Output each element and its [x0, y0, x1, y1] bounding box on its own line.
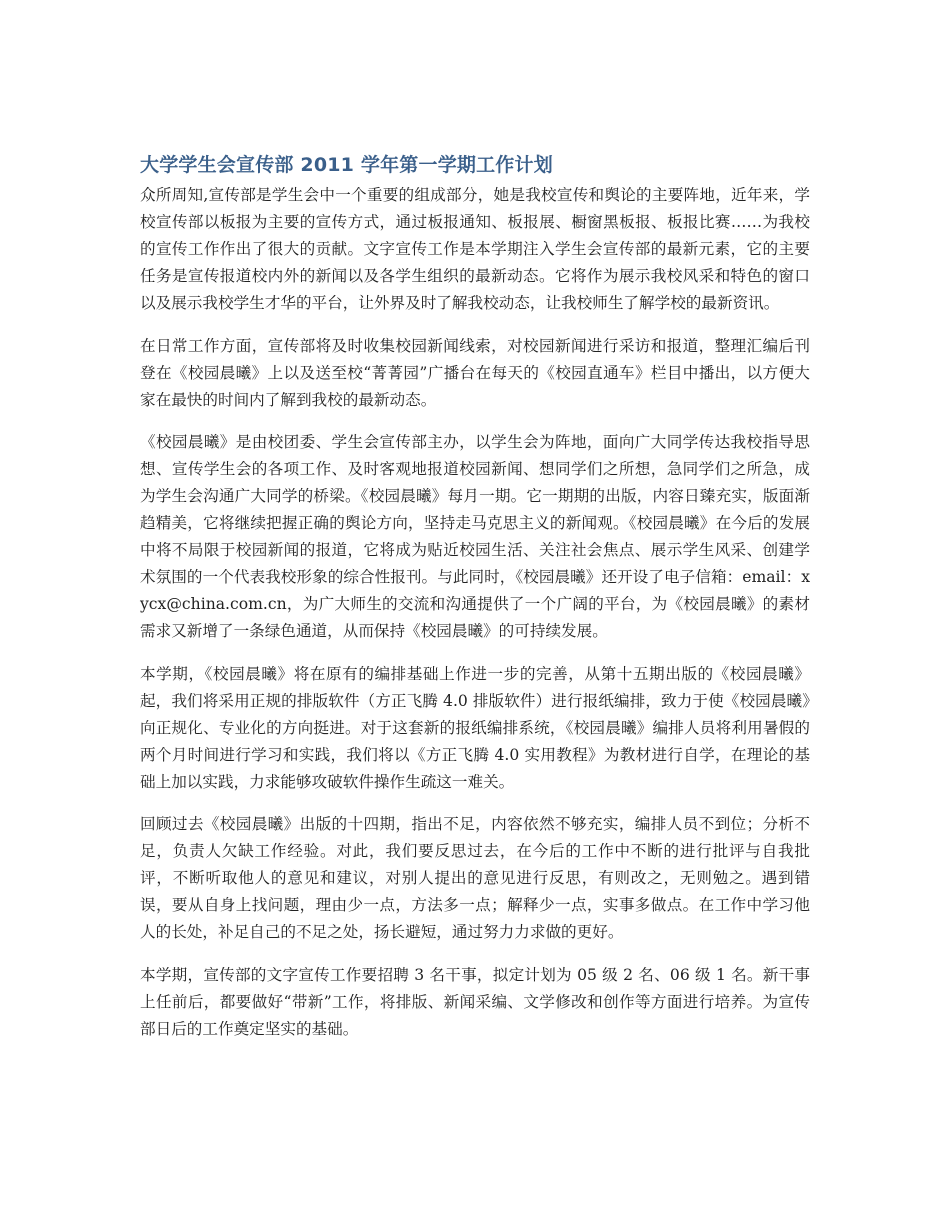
document-page	[140, 150, 810, 1058]
document-title: 大学学生会宣传部 2011 学年第一学期工作计划	[140, 154, 553, 176]
paragraph-layout-plan: 本学期，《校园晨曦》将在原有的编排基础上作进一步的完善，从第十五期出版的《校园晨曦》起，我们将采用正规的排版软件（方正飞腾 4.0 排版软件）进行报纸编排，致力于使《校园晨曦》向正规化、专业化的方向挺进。对于这套新的报纸编排系统，《校园晨曦》编排人员将利用暑假的两个月时间进行学习和实践，我们将以《方正飞腾 4.0 实用教程》为教材进行自学，在理论的基础上加以实践，力求能够攻破软件操作生疏这一难关。	[140, 664, 810, 791]
paragraph-newspaper-intro: 《校园晨曦》是由校团委、学生会宣传部主办，以学生会为阵地，面向广大同学传达我校指导思想、宣传学生会的各项工作、及时客观地报道校园新闻、想同学们之所想，急同学们之所急，成为学生会沟通广大同学的桥梁。《校园晨曦》每月一期。它一期期的出版，内容日臻充实，版面渐趋精美，它将继续把握正确的舆论方向，坚持走马克思主义的新闻观。《校园晨曦》在今后的发展中将不局限于校园新闻的报道，它将成为贴近校园生活、关注社会焦点、展示学生风采、创建学术氛围的一个代表我校形象的综合性报刊。与此同时，《校园晨曦》还开设了电子信箱：email：xycx@china.com.cn，为广大师生的交流和沟通提供了一个广阔的平台，为《校园晨曦》的素材需求又新增了一条绿色通道，从而保持《校园晨曦》的可持续发展。	[140, 433, 811, 640]
paragraph-review: 回顾过去《校园晨曦》出版的十四期，指出不足，内容依然不够充实，编排人员不到位；分析不足，负责人欠缺工作经验。对此，我们要反思过去，在今后的工作中不断的进行批评与自我批评，不断听取他人的意见和建议，对别人提出的意见进行反思，有则改之，无则勉之。遇到错误，要从自身上找问题，理由少一点，方法多一点；解释少一点，实事多做点。在工作中学习他人的长处，补足自己的不足之处，扬长避短，通过努力力求做的更好。	[140, 815, 810, 941]
paragraph-daily-work: 在日常工作方面，宣传部将及时收集校园新闻线索，对校园新闻进行采访和报道，整理汇编后刊登在《校园晨曦》上以及送至校“菁菁园”广播台在每天的《校园直通车》栏目中播出，以方便大家在最快的时间内了解到我校的最新动态。	[140, 336, 810, 409]
paragraph-recruitment: 本学期，宣传部的文字宣传工作要招聘 3 名干事，拟定计划为 05 级 2 名、06 级 1 名。新干事上任前后，都要做好“带新”工作，将排版、新闻采编、文学修改和创作等方面进行培养。为宣传部日后的工作奠定坚实的基础。	[140, 965, 810, 1038]
paragraph-intro: 众所周知,宣传部是学生会中一个重要的组成部分，她是我校宣传和舆论的主要阵地，近年来，学校宣传部以板报为主要的宣传方式，通过板报通知、板报展、橱窗黑板报、板报比赛……为我校的宣传工作作出了很大的贡献。文字宣传工作是本学期注入学生会宣传部的最新元素，它的主要任务是宣传报道校内外的新闻以及各学生组织的最新动态。它将作为展示我校风采和特色的窗口以及展示我校学生才华的平台，让外界及时了解我校动态，让我校师生了解学校的最新资讯。	[140, 186, 810, 312]
